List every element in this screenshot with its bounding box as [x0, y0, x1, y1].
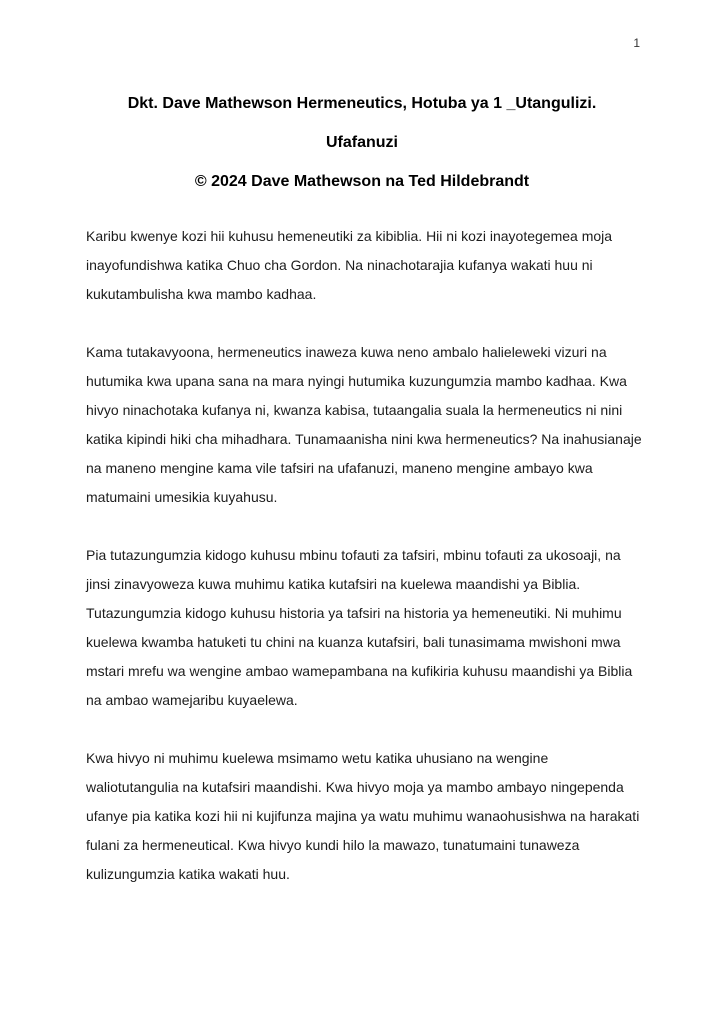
document-title: Dkt. Dave Mathewson Hermeneutics, Hotuba ya 1 _Utangulizi.: [127, 95, 597, 112]
body-paragraph: Kama tutakavyoona, hermeneutics inaweza kuwa neno ambalo halieleweki vizuri na hutumika kwa upana sana na mara nyingi hutumika kuzungumzia mambo kadhaa. Kwa hivyo ninachotaka kufanya ni, kwanza kabisa, tutaangalia suala la hermeneutics ni nini katika kipindi hiki cha mihadhara. Tunamaanisha nini kwa hermeneutics? Na inahusianaje na maneno mengine kama vile tafsiri na ufafanuzi, maneno mengine ambayo kwa matumaini umesikia kuyahusu.: [86, 344, 642, 505]
document-body: [86, 222, 644, 918]
document-subtitle: Ufafanuzi: [326, 134, 398, 151]
document-header: [0, 84, 724, 201]
body-paragraph: Kwa hivyo ni muhimu kuelewa msimamo wetu katika uhusiano na wengine waliotutangulia na kutafsiri maandishi. Kwa hivyo moja ya mambo ambayo ningependa ufanye pia katika kozi hii ni kujifunza majina ya watu muhimu wanaohusishwa na harakati fulani za hermeneutical. Kwa hivyo kundi hilo la mawazo, tunatumaini tunaweza kulizungumzia katika wakati huu.: [86, 750, 640, 882]
body-paragraph: Karibu kwenye kozi hii kuhusu hemeneutiki za kibiblia. Hii ni kozi inayotegemea moja inayofundishwa katika Chuo cha Gordon. Na ninachotarajia kufanya wakati huu ni kukutambulisha kwa mambo kadhaa.: [86, 228, 613, 302]
page-number: 1: [633, 36, 640, 50]
copyright-line: © 2024 Dave Mathewson na Ted Hildebrandt: [194, 173, 530, 190]
body-paragraph: Pia tutazungumzia kidogo kuhusu mbinu tofauti za tafsiri, mbinu tofauti za ukosoaji, na jinsi zinavyoweza kuwa muhimu katika kutafsiri na kuelewa maandishi ya Biblia. Tutazungumzia kidogo kuhusu historia ya tafsiri na historia ya hemeneutiki. Ni muhimu kuelewa kwamba hatuketi tu chini na kuanza kutafsiri, bali tunasimama mwishoni mwa mstari mrefu wa wengine ambao wamepambana na kufikiria kuhusu maandishi ya Biblia na ambao wamejaribu kuyaelewa.: [86, 547, 633, 708]
